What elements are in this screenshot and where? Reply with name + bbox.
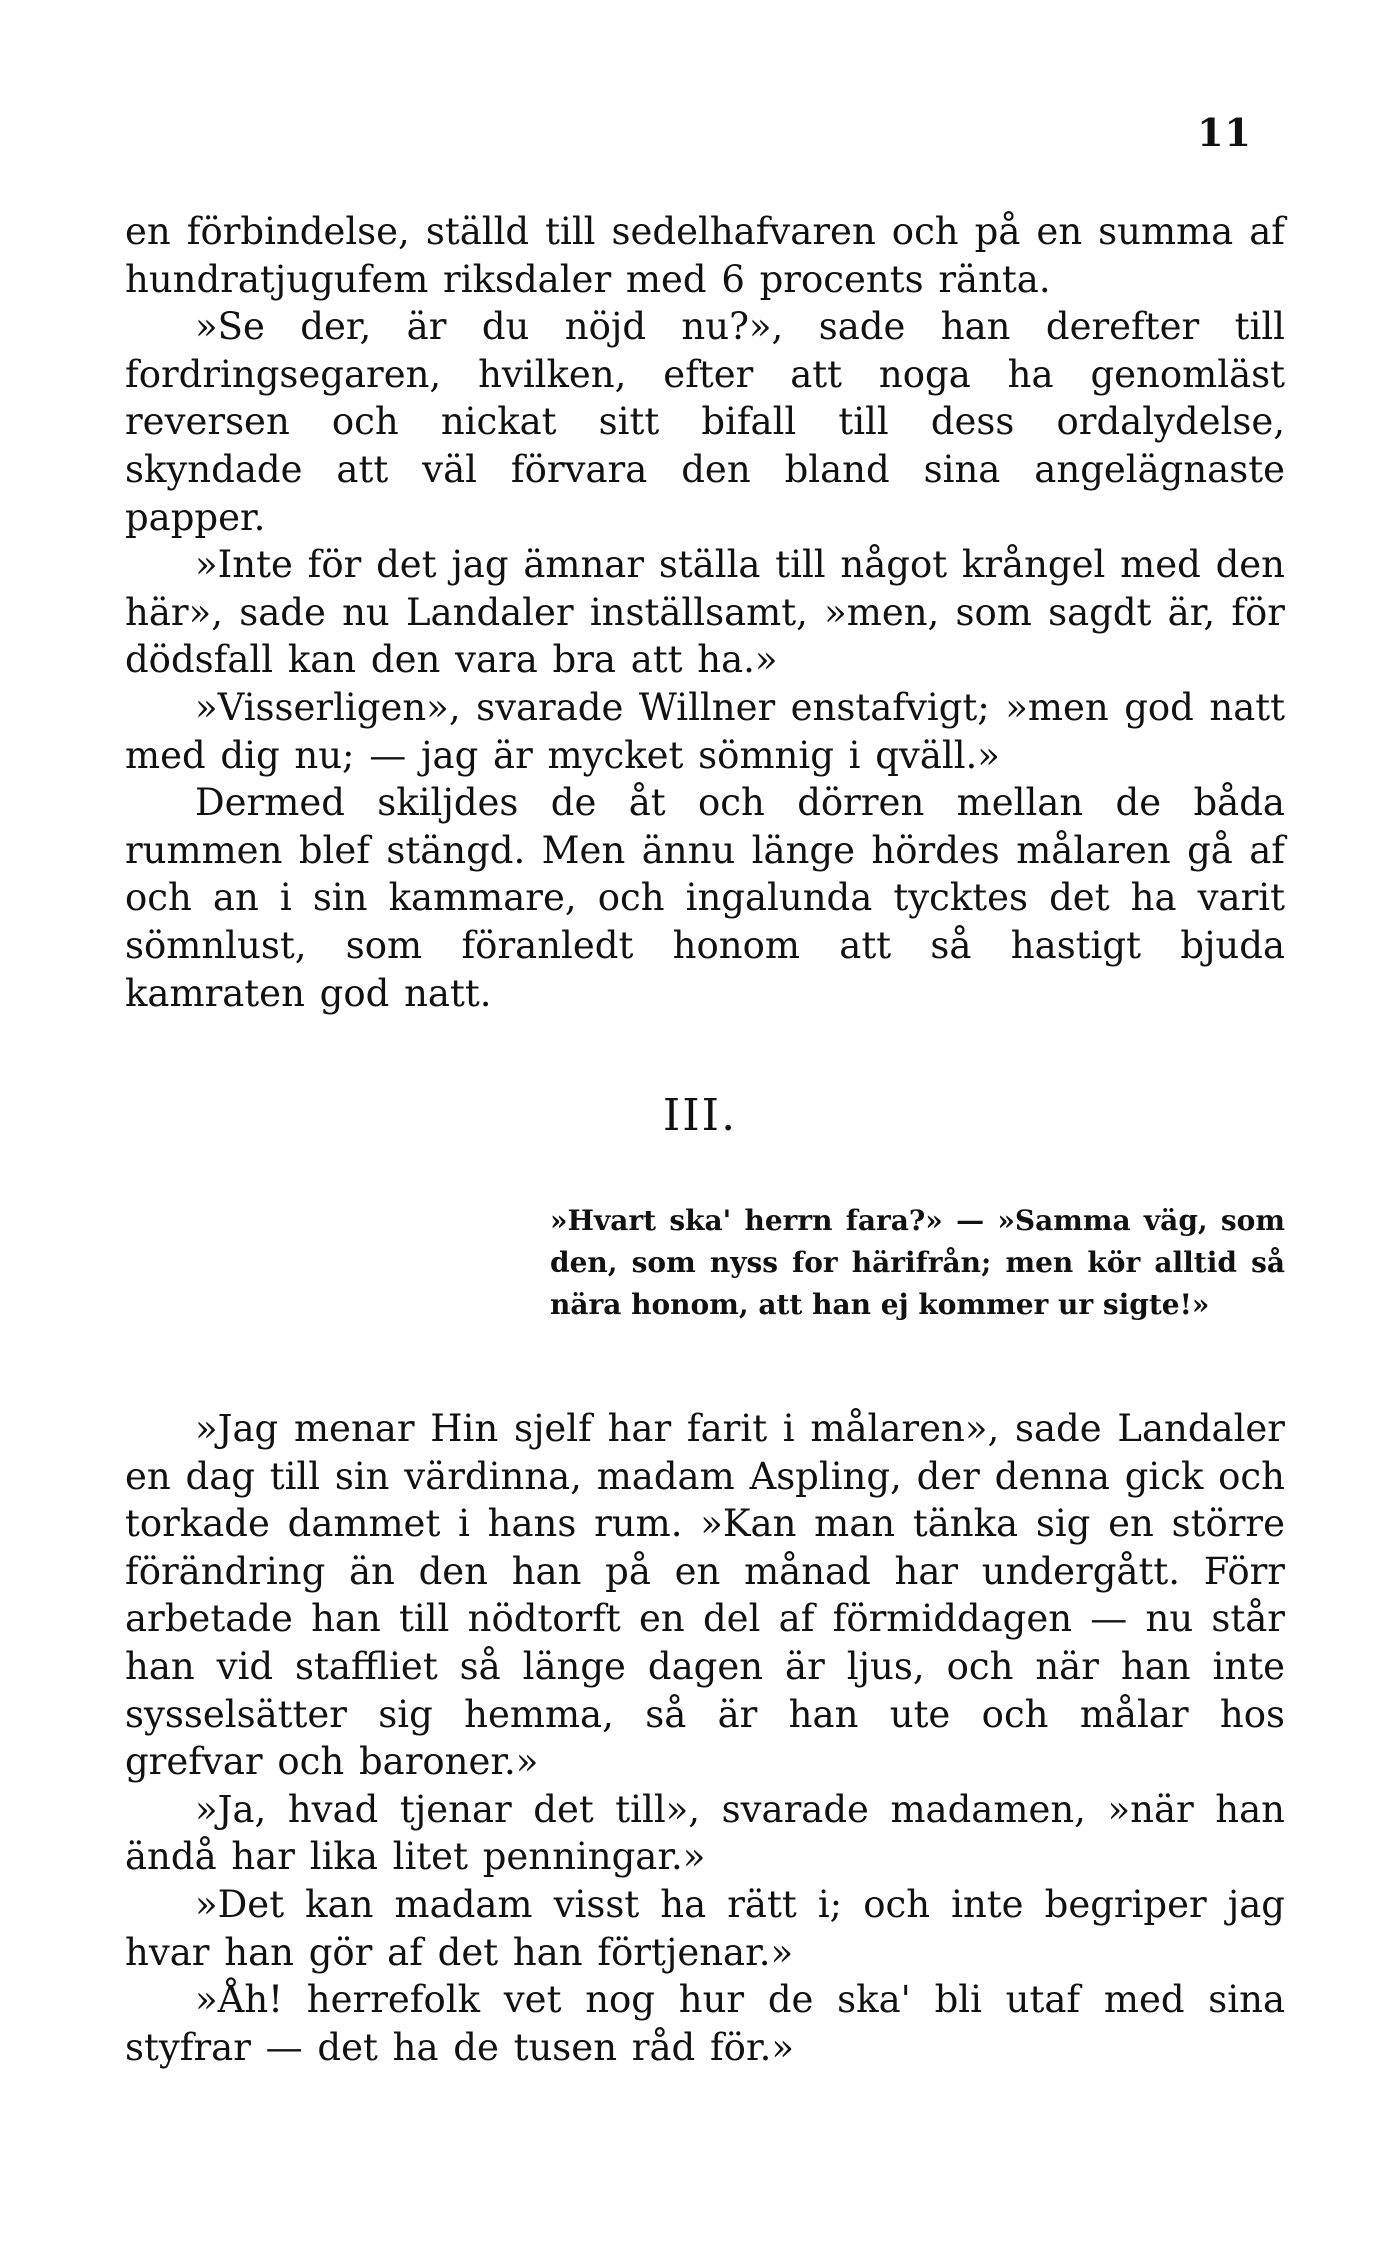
paragraph: »Åh! herrefolk vet nog hur de ska' bli utaf med sina styfrar — det ha de tusen råd för.»	[125, 1978, 1285, 2069]
paragraph: »Se der, är du nöjd nu?», sade han derefter till fordringsegaren, hvilken, efter att noga ha genomläst reversen och nickat sitt bifall till dess ordalydelse, skyndade att väl förvara den bland sina angelägnaste papper.	[125, 305, 1285, 539]
chapter-heading: III.	[662, 1090, 738, 1141]
paragraph: »Jag menar Hin sjelf har farit i målaren», sade Landaler en dag till sin värdinna, madam Aspling, der denna gick och torkade dammet i hans rum. »Kan man tänka sig en större förändring än den han på en månad har undergått. Förr arbetade han till nödtorft en del af förmiddagen — nu står han vid staffliet så länge dagen är ljus, och när han inte sysselsätter sig hemma, så är han ute och målar hos grefvar och baroner.»	[125, 1407, 1285, 1784]
page-number: 11	[1197, 110, 1252, 155]
bottom-text-section	[125, 1405, 1285, 2071]
top-text-section	[125, 208, 1285, 1017]
epigraph: »Hvart ska' herrn fara?» — »Samma väg, som den, som nyss for härifrån; men kör alltid så nära honom, att han ej kommer ur sigte!»	[550, 1204, 1285, 1321]
paragraph: Dermed skiljdes de åt och dörren mellan de båda rummen blef stängd. Men ännu länge hördes målaren gå af och an i sin kammare, och ingalunda tycktes det ha varit sömnlust, som föranledt honom att så hastigt bjuda kamraten god natt.	[125, 781, 1285, 1015]
paragraph: »Visserligen», svarade Willner enstafvigt; »men god natt med dig nu; — jag är mycket sömnig i qväll.»	[125, 685, 1285, 777]
paragraph: »Inte för det jag ämnar ställa till något krångel med den här», sade nu Landaler inställsamt, »men, som sagdt är, för dödsfall kan den vara bra att ha.»	[125, 543, 1285, 682]
paragraph: »Det kan madam visst ha rätt i; och inte begriper jag hvar han gör af det han förtjenar.»	[125, 1882, 1285, 1974]
paragraph: en förbindelse, ställd till sedelhafvaren och på en summa af hundratjugufem riksdaler med 6 procents ränta.	[125, 210, 1285, 301]
paragraph: »Ja, hvad tjenar det till», svarade madamen, »när han ändå har lika litet penningar.»	[125, 1787, 1285, 1879]
